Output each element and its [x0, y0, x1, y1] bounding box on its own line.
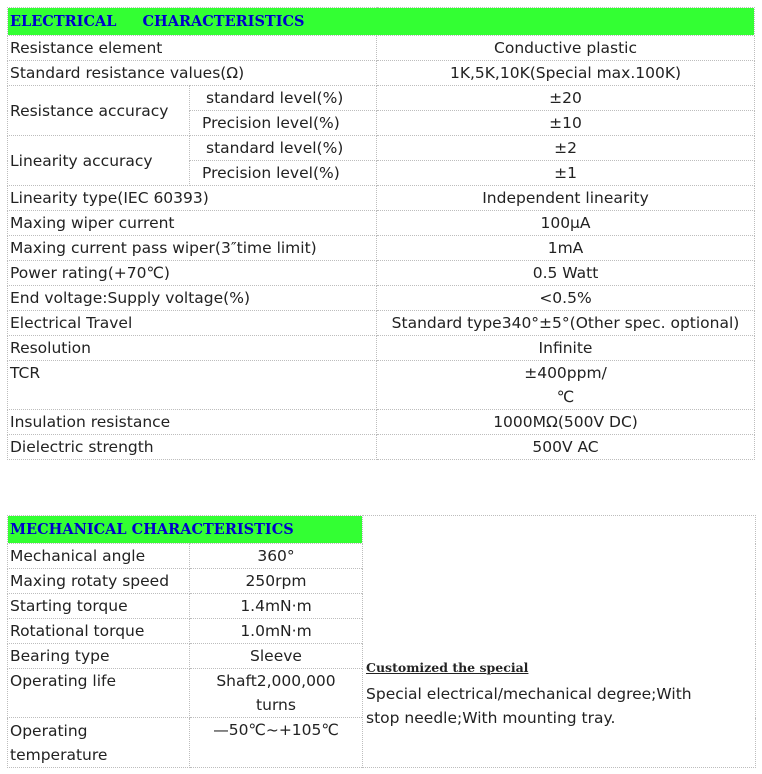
row-value: 1000MΩ(500V DC): [377, 410, 755, 435]
table-row: [8, 186, 755, 211]
row-value: ±10: [377, 111, 755, 136]
table-row: [8, 211, 755, 236]
row-label: Linearity type(IEC 60393): [8, 186, 377, 211]
table-row: [8, 286, 755, 311]
table-row: [8, 136, 755, 161]
row-label: TCR: [8, 361, 377, 410]
row-label: Resistance element: [8, 36, 377, 61]
row-label: Starting torque: [8, 594, 190, 619]
row-label: Linearity accuracy: [8, 136, 190, 186]
table-row: [8, 311, 755, 336]
row-label: Operating temperature: [8, 718, 190, 768]
row-value: 1.4mN·m: [190, 594, 363, 619]
row-value: —50℃~+105℃: [190, 718, 363, 768]
row-label: Insulation resistance: [8, 410, 377, 435]
row-value: 360°: [190, 544, 363, 569]
table-row: [8, 36, 755, 61]
row-value: ±20: [377, 86, 755, 111]
row-value: 100μA: [377, 211, 755, 236]
custom-note: [363, 516, 756, 768]
mechanical-characteristics-table: [7, 515, 756, 768]
row-value: Standard type340°±5°(Other spec. optional): [377, 311, 755, 336]
row-value: Independent linearity: [377, 186, 755, 211]
table-row: [8, 410, 755, 435]
row-value: ±400ppm/ ℃: [377, 361, 755, 410]
row-label: Dielectric strength: [8, 435, 377, 460]
table-row: [8, 261, 755, 286]
row-label: Maxing rotaty speed: [8, 569, 190, 594]
row-value: 1K,5K,10K(Special max.100K): [377, 61, 755, 86]
row-label: Electrical Travel: [8, 311, 377, 336]
row-value: ±2: [377, 136, 755, 161]
row-sublabel: standard level(%): [190, 86, 377, 111]
row-value: ±1: [377, 161, 755, 186]
row-value: 0.5 Watt: [377, 261, 755, 286]
row-label: Operating life: [8, 669, 190, 718]
row-label: End voltage:Supply voltage(%): [8, 286, 377, 311]
row-sublabel: Precision level(%): [190, 161, 377, 186]
row-label: Resistance accuracy: [8, 86, 190, 136]
row-value: 1.0mN·m: [190, 619, 363, 644]
row-sublabel: standard level(%): [190, 136, 377, 161]
table-row: [8, 361, 755, 410]
row-value: 1mA: [377, 236, 755, 261]
custom-text-line: stop needle;With mounting tray.: [366, 709, 616, 727]
table-row: [8, 435, 755, 460]
row-label: Bearing type: [8, 644, 190, 669]
custom-text-line: Special electrical/mechanical degree;With: [366, 685, 692, 703]
row-label: Rotational torque: [8, 619, 190, 644]
table-row: [8, 236, 755, 261]
table-row: [8, 336, 755, 361]
row-value: 250rpm: [190, 569, 363, 594]
row-label: Mechanical angle: [8, 544, 190, 569]
row-value: Conductive plastic: [377, 36, 755, 61]
row-label: Resolution: [8, 336, 377, 361]
row-value: Shaft2,000,000 turns: [190, 669, 363, 718]
row-label: Power rating(+70℃): [8, 261, 377, 286]
row-label: Standard resistance values(Ω): [8, 61, 377, 86]
mechanical-section-title: MECHANICAL CHARACTERISTICS: [8, 516, 363, 544]
row-sublabel: Precision level(%): [190, 111, 377, 136]
row-value: Sleeve: [190, 644, 363, 669]
table-row: [8, 86, 755, 111]
row-label: Maxing current pass wiper(3″time limit): [8, 236, 377, 261]
custom-caption: Customized the special: [366, 660, 529, 675]
table-row: [8, 61, 755, 86]
electrical-section-title: ELECTRICAL CHARACTERISTICS: [8, 8, 755, 36]
row-value: 500V AC: [377, 435, 755, 460]
row-value: Infinite: [377, 336, 755, 361]
row-label: Maxing wiper current: [8, 211, 377, 236]
electrical-characteristics-table: [7, 7, 755, 460]
row-value: <0.5%: [377, 286, 755, 311]
